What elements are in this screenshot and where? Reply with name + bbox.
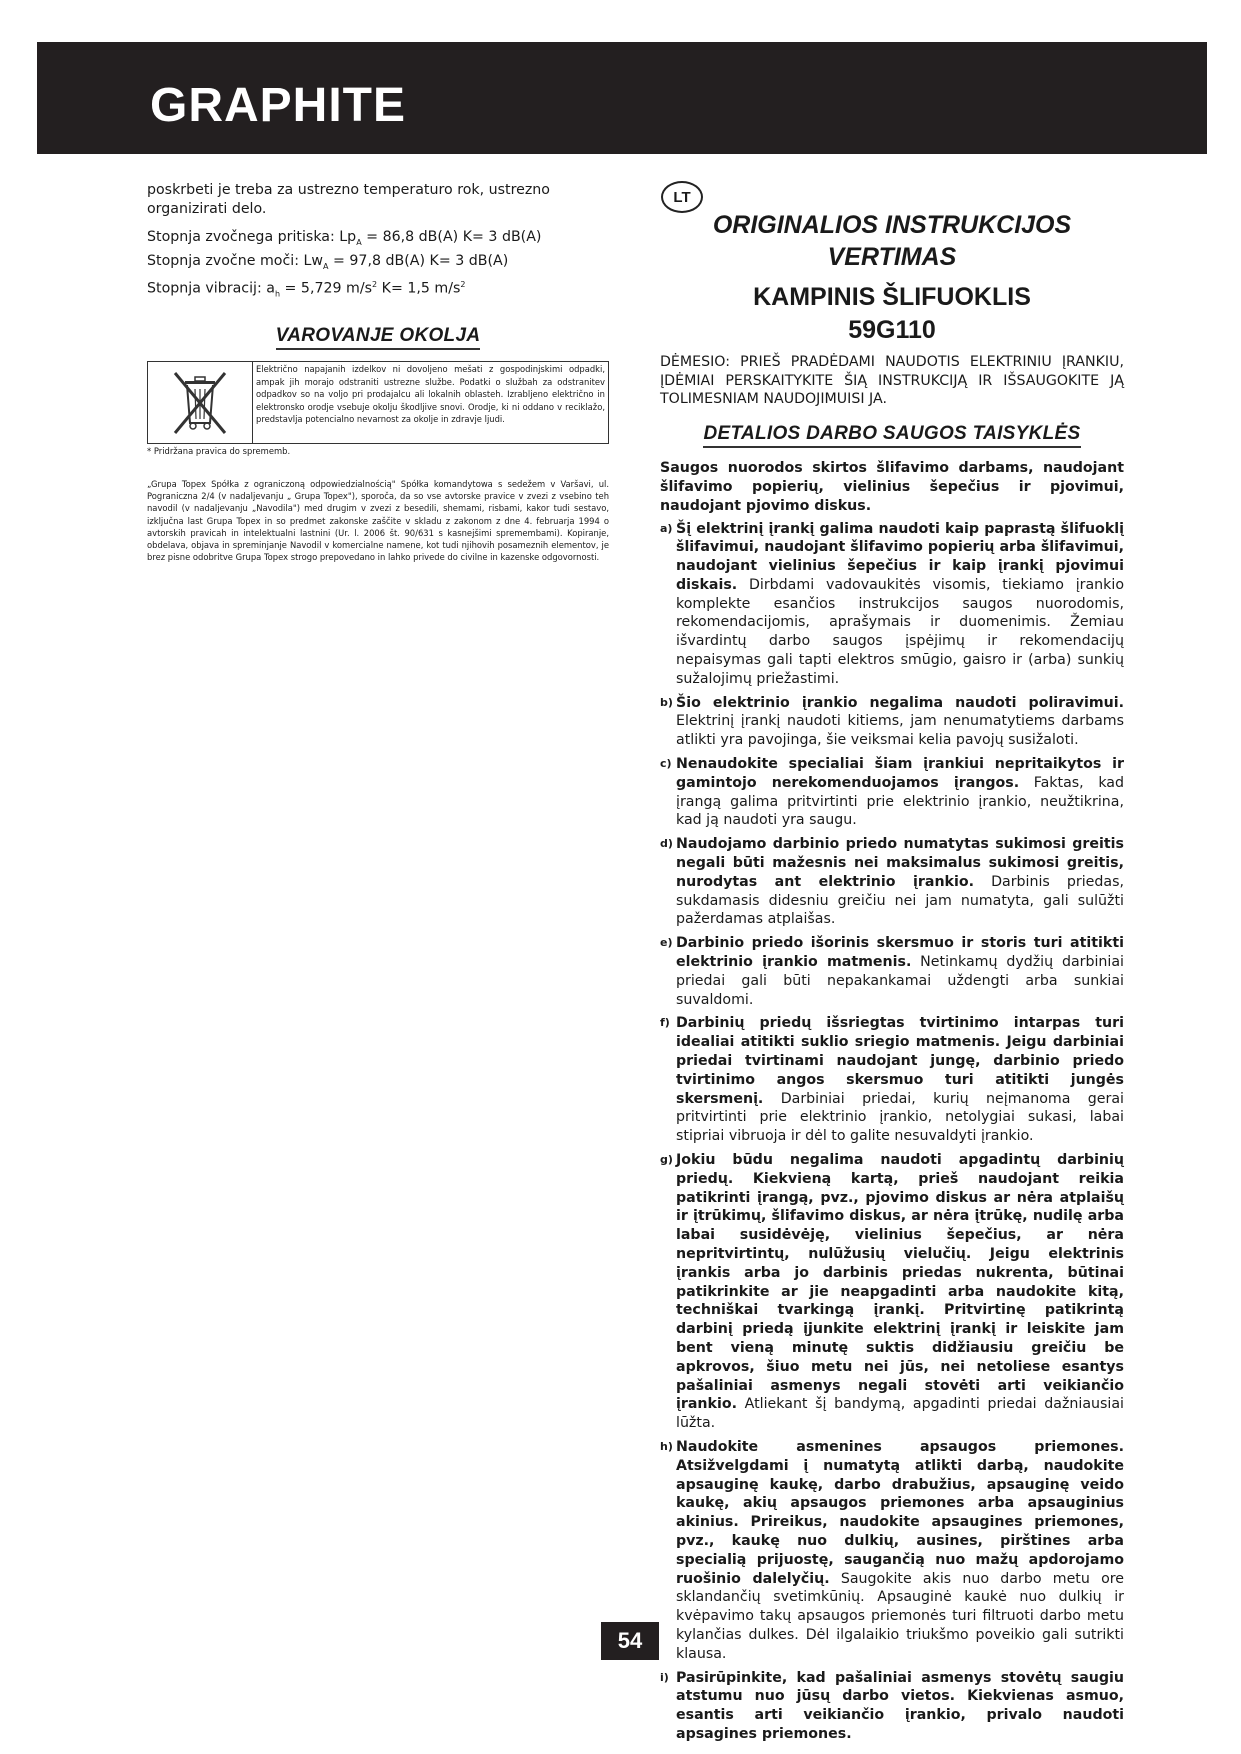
left-column [147,181,609,563]
item-bold-text: Jokiu būdu negalima naudoti apgadintų darbinių priedų. Kiekvieną kartą, prieš naudojant reikia patikrinti įrangą, pvz., pjovimo diskus ar nėra atplaišų ir įtrūkimų, šlifavimo diskus, ar nėra įtrūkę, nudilę arba labai susidėvėję, vielinius šepečius, ar nėra nepritvirtintų, nulūžusių vielučių. Jeigu elektrinis įrankis arba jo darbinis priedas nukrenta, būtinai patikrinkite ar jie neapgadinti arba naudokite kitą, techniškai tvarkingą įrankį. Pritvirtinę patikrintą darbinį priedą įjunkite elektrinį įrankį ir leiskite jam bent vieną minutę suktis didžiausiu greičiu be apkrovos, šiuo metu nei jūs, nei netoliese esantys pašaliniai asmenys negali stovėti arti veikiančio įrankio. [676,1152,1124,1413]
item-bold-text: Pasirūpinkite, kad pašaliniai asmenys stovėtų saugiu atstumu nuo jūsų darbo vietos. Kiekvienas asmuo, esantis arti veikiančio įrankio, privalo naudoti apsagines priemones. [676,1669,1124,1742]
sound-power-line: Stopnja zvočne moči: $Lw_A = 97,8$ dB(A) K= 3 dB(A) [147,252,509,271]
item-text: Elektrinį įrankį naudoti kitiems, jam nenumatytiems darbams atlikti yra pavojinga, šie veiksmai kelia pavojų susižaloti. [676,713,1124,749]
item-body [676,520,1124,689]
right-column [660,181,1124,1749]
product-title: KAMPINIS ŠLIFUOKLIS 59G110 [753,283,1031,344]
safety-item [660,1151,1124,1433]
item-body [676,934,1124,1009]
language-badge: LT [661,181,703,213]
item-body [676,835,1124,929]
safety-item [660,934,1124,1009]
item-text: Dirbdami vadovaukitės visomis, tiekiamo įrankio komplekte esančios instrukcijos saugos nuorodomis, rekomendacijomis, aprašymais ir duomenimis. Žemiau išvardintų darbo saugos įspėjimų ir rekomendacijų nepaisymas gali tapti elektros smūgio, gaisro ir (arba) sunkių sužalojimų priežastimi. [676,576,1124,687]
crossed-bin-icon [148,362,253,443]
item-letter: c) [660,757,672,771]
item-bold-text: Naudokite asmenines apsaugos priemones. Atsižvelgdami į numatytą atlikti darbą, naudokite apsauginę kaukę, darbo drabužius, apsauginę veido kaukę, akių apsaugos priemones arba apsauginius akinius. Prireikus, naudokite apsaugines priemones, pvz., kaukę nuo dulkių, ausines, pirštines arba specialią prijuostę, saugančią nuo mažų apdorojamo ruošinio dalelyčių. [676,1438,1124,1587]
item-bold-text: Darbinio priedo išorinis skersmuo ir storis turi atitikti elektrinio įrankio matmenis. [676,935,1124,971]
sound-data [147,228,609,303]
header-bar [37,42,1207,154]
item-letter: h) [660,1439,673,1453]
safety-item [660,755,1124,830]
safety-item [660,1669,1124,1744]
environment-heading: VAROVANJE OKOLJA [147,325,609,347]
safety-list [660,520,1124,1744]
document-title: ORIGINALIOS INSTRUKCIJOS VERTIMAS [712,211,1072,271]
item-bold-text: Šio elektrinio įrankio negalima naudoti poliravimui. [676,694,1124,711]
item-text: Saugokite akis nuo darbo metu ore sklandančių svetimkūnių. Apsauginė kaukė nuo dulkių ir kvėpavimo takų apsaugos priemonės turi filtruoti darbo metu kylančias dulkes. Dėl ilgalaikio triukšmo poveikio gali sutrikti klausa. [676,1570,1125,1662]
safety-heading: DETALIOS DARBO SAUGOS TAISYKLĖS [660,423,1124,445]
item-text: Darbinis priedas, sukdamasis didesniu greičiu nei jam numatyta, gali sulūžti pažerdamas atplaišas. [676,873,1124,928]
item-body [676,1151,1124,1433]
item-text: Darbiniai priedai, kurių neįmanoma gerai pritvirtinti prie elektrinio įrankio, netolygiai sukasi, labai stipriai vibruoja ir dėl to galite nesuvaldyti įrankio. [676,1090,1124,1145]
item-text: Netinkamų dydžių darbiniai priedai gali būti nepakankamai uždengti arba sunkiai suvaldomi. [676,954,1124,1008]
item-body [676,1438,1124,1664]
item-body [676,1669,1124,1744]
item-letter: a) [660,521,673,535]
item-body [676,1014,1124,1146]
weee-text: Električno napajanih izdelkov ni dovoljeno mešati z gospodinjskimi odpadki, ampak jih morajo odstraniti ustrezne službe. Podatki o službah za odstranitev odpadkov so na voljo pri prodajalcu ali lokalnih oblasteh. Izrabljeno električno in elektronsko orodje vsebuje okolju škodljive snovi. Orodje, ki ni oddano v reciklažo, predstavlja potencialno nevarnost za okolje in zdravje ljudi. [256,364,605,425]
item-letter: b) [660,695,673,709]
sound-pressure-line: Stopnja zvočnega pritiska: $Lp_A = 86,8$ dB(A) K= 3 dB(A) [147,229,542,247]
item-bold-text: Naudojamo darbinio priedo numatytas sukimosi greitis negali būti mažesnis nei maksimalus sukimosi greitis, nurodytas ant elektrinio įrankio. [676,836,1124,890]
item-letter: d) [660,837,673,851]
item-letter: g) [660,1153,673,1166]
safety-item [660,1014,1124,1146]
safety-item [660,835,1124,929]
item-text: Atliekant šį bandymą, apgadinti priedai dažniausiai lūžta. [676,1396,1124,1432]
warning-text: DĖMESIO: PRIEŠ PRADĖDAMI NAUDOTIS ELEKTRINIU ĮRANKIU, ĮDĖMIAI PERSKAITYKITE ŠIĄ INSTRUKCIJĄ IR IŠSAUGOKITE JĄ TOLIMESNIAM NAUDOJIMUISI JA. [660,354,1124,407]
item-text: Faktas, kad įrangą galima pritvirtinti prie elektrinio įrankio, neužtikrina, kad ją naudoti yra saugu. [676,774,1124,829]
rights-note: * Pridržana pravica do sprememb. [147,446,291,457]
item-letter: e) [660,936,673,950]
item-bold-text: Nenaudokite specialiai šiam įrankiui nepritaikytos ir gamintojo nerekomenduojamos įrangos. [676,756,1124,791]
safety-item [660,1438,1124,1664]
left-intro: poskrbeti je treba za ustrezno temperaturo rok, ustrezno organizirati delo. [147,182,550,217]
safety-item [660,520,1124,689]
item-bold-text: Darbinių priedų išsriegtas tvirtinimo intarpas turi idealiai atitikti suklio sriegio matmenis. Jeigu darbiniai priedai tvirtinami naudojant jungę, darbinio priedo tvirtinimo angos skersmuo turi atitikti jungės skersmenį. [676,1015,1124,1107]
item-body [676,755,1124,830]
safety-item [660,694,1124,750]
safety-intro: Saugos nuorodos skirtos šlifavimo darbams, naudojant šlifavimo popierių, vielinius šepečius ir pjovimui, naudojant pjovimo diskus. [660,459,1124,514]
item-letter: i) [660,1670,669,1684]
brand-logo: GRAPHITE [150,79,407,132]
vibration-line: Stopnja vibracij: $a_h = 5,729$ $m/s^2$ K= 1,5 $m/s^2$ [147,279,466,299]
legal-notice: „Grupa Topex Spółka z ograniczoną odpowiedzialnością" Spółka komandytowa s sedežem v Varšavi, ul. Pograniczna 2/4 (v nadaljevanju „ Grupa Topex"), sporoča, da so vse avtorske pravice v zvezi z vsebino teh navodil (v nadaljevanju „Navodila") med drugim v zvezi z besedili, shemami, risbami, kakor tudi sestavo, izključna last Grupa Topex in so predmet zakonske zaščite v skladu z zakonom z dne 4. februarja 1994 o avtorskih pravicah in intelektualni lastnini (Ur. l. 2006 št. 90/631 s kasnejšimi spremembami). Kopiranje, obdelava, objava in spreminjanje Navodil v komercialne namene, kot tudi njihovih posameznih elementov, je brez pisne odobritve Grupa Topex strogo prepovedano in lahko privede do civilne in kazenske odgovornosti. [147,479,609,562]
item-bold-text: Šį elektrinį įrankį galima naudoti kaip paprastą šlifuoklį šlifavimui, naudojant šlifavimo popierių arba šlifavimui, naudojant vielinius šepečius ir kaip įrankį pjovimui diskais. [676,520,1124,593]
weee-box [147,361,609,444]
item-body [676,694,1124,750]
page-number: 54 [601,1622,659,1660]
item-letter: f) [660,1016,670,1030]
